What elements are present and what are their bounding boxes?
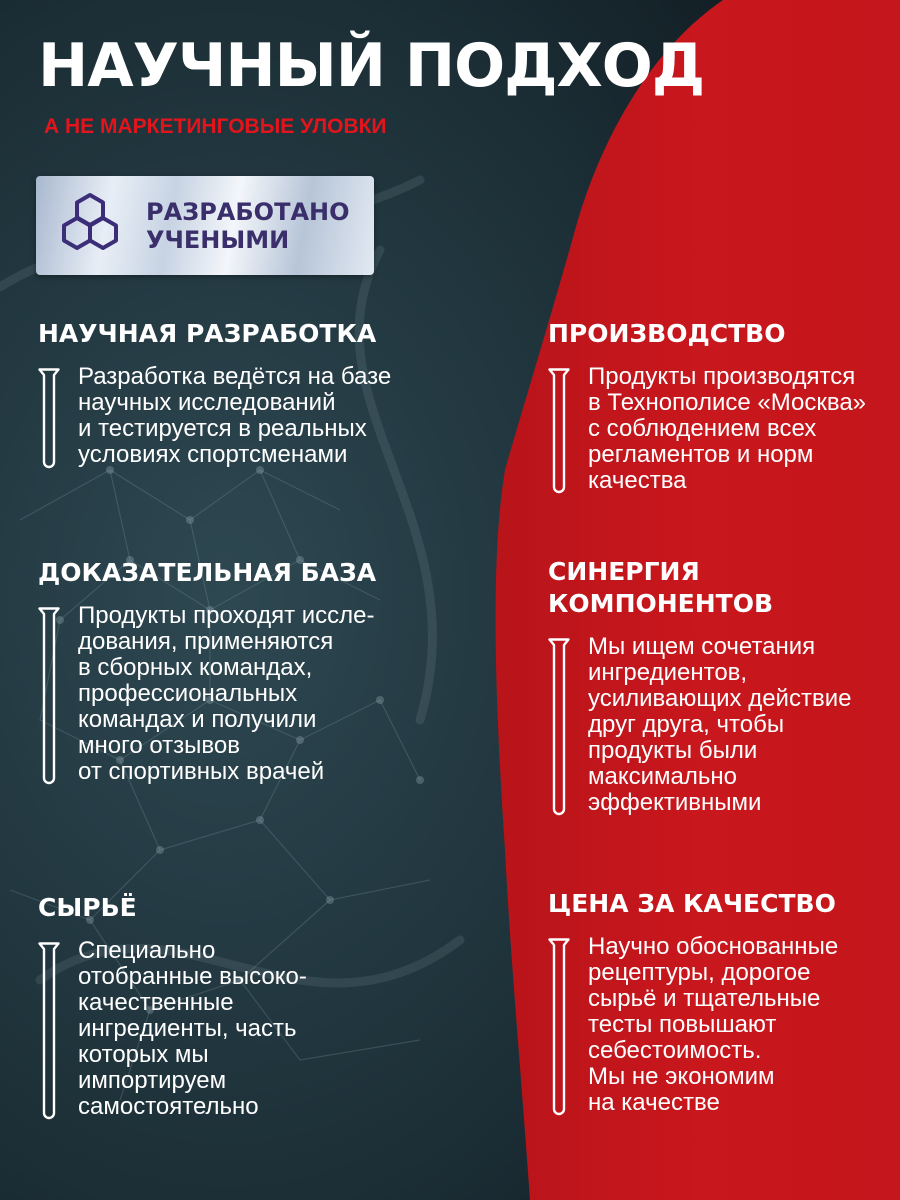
badge-line-2: УЧЕНЫМИ [146, 226, 290, 254]
section-text-line: Мы не экономим [588, 1063, 775, 1090]
section-title [38, 318, 391, 350]
section-text-line: в Технополисе «Москва» [588, 389, 867, 416]
section-text-line: усиливающих действие [588, 685, 852, 712]
section-production [548, 318, 866, 494]
section-text-line: рецептуры, дорогое [588, 959, 811, 986]
section-text [78, 364, 391, 468]
section-science [38, 318, 391, 468]
section-title [38, 557, 376, 589]
section-text-line: дования, применяются [78, 628, 334, 655]
section-text-line: которых мы [78, 1041, 209, 1068]
section-text-line: научных исследований [78, 389, 336, 416]
section-text-line: много отзывов [78, 732, 240, 759]
section-text [588, 634, 851, 816]
section-title-line: КОМПОНЕНТОВ [548, 589, 774, 618]
hexagon-cluster-icon [54, 190, 126, 262]
section-text-line: Продукты производятся [588, 363, 856, 390]
section-body [38, 938, 307, 1120]
section-title-line: СИНЕРГИЯ [548, 557, 700, 586]
section-text [78, 603, 376, 785]
section-body [38, 603, 376, 785]
section-text-line: Научно обоснованные [588, 933, 839, 960]
section-text-line: профессиональных [78, 680, 298, 707]
section-text-line: на качестве [588, 1089, 720, 1116]
section-text-line: самостоятельно [78, 1093, 259, 1120]
section-text-line: и тестируется в реальных [78, 415, 367, 442]
section-title [38, 892, 307, 924]
section-text-line: тесты повышают [588, 1011, 777, 1038]
test-tube-icon [38, 368, 60, 473]
section-text-line: регламентов и норм [588, 441, 814, 468]
section-title-line: ДОКАЗАТЕЛЬНАЯ БАЗА [38, 558, 377, 587]
badge-line-1: РАЗРАБОТАНО [146, 198, 350, 226]
section-text-line: качественные [78, 989, 234, 1016]
section-price [548, 888, 838, 1116]
section-title [548, 318, 866, 350]
test-tube-icon [38, 607, 60, 789]
section-text-line: с соблюдением всех [588, 415, 817, 442]
section-title-line: ЦЕНА ЗА КАЧЕСТВО [548, 889, 836, 918]
section-body [548, 634, 851, 816]
section-text-line: друг друга, чтобы [588, 711, 785, 738]
section-text-line: Продукты проходят иссле- [78, 602, 375, 629]
test-tube-icon [548, 938, 570, 1120]
section-text-line: сырьё и тщательные [588, 985, 821, 1012]
section-body [548, 364, 866, 494]
section-text-line: в сборных командах, [78, 654, 313, 681]
section-title-line: СЫРЬЁ [38, 893, 137, 922]
section-title [548, 888, 838, 920]
page-subtitle: А НЕ МАРКЕТИНГОВЫЕ УЛОВКИ [44, 115, 387, 138]
section-text-line: эффективными [588, 789, 762, 816]
section-text-line: ингредиентов, [588, 659, 748, 686]
section-text-line: ингредиенты, часть [78, 1015, 297, 1042]
section-text [588, 364, 866, 494]
test-tube-icon [548, 638, 570, 820]
section-title-line: НАУЧНАЯ РАЗРАБОТКА [38, 319, 377, 348]
section-text-line: условиях спортсменами [78, 441, 348, 468]
section-raw [38, 892, 307, 1120]
section-text-line: продукты были [588, 737, 758, 764]
section-text-line: Мы ищем сочетания [588, 633, 816, 660]
section-title-line: ПРОИЗВОДСТВО [548, 319, 786, 348]
page-title: НАУЧНЫЙ ПОДХОД [38, 31, 705, 101]
section-text-line: Разработка ведётся на базе [78, 363, 392, 390]
section-body [38, 364, 391, 468]
section-text-line: от спортивных врачей [78, 758, 325, 785]
section-text-line: максимально [588, 763, 737, 790]
section-synergy [548, 556, 851, 816]
section-evidence [38, 557, 376, 785]
section-text-line: отобранные высоко- [78, 963, 307, 990]
developed-by-scientists-badge [36, 176, 374, 275]
section-text-line: импортируем [78, 1067, 227, 1094]
test-tube-icon [548, 368, 570, 498]
section-text-line: качества [588, 467, 687, 494]
section-title [548, 556, 851, 620]
test-tube-icon [38, 942, 60, 1124]
badge-label [146, 198, 350, 254]
section-text [78, 938, 307, 1120]
section-text-line: командах и получили [78, 706, 317, 733]
section-text [588, 934, 838, 1116]
section-text-line: Специально [78, 937, 216, 964]
section-body [548, 934, 838, 1116]
section-text-line: себестоимость. [588, 1037, 762, 1064]
